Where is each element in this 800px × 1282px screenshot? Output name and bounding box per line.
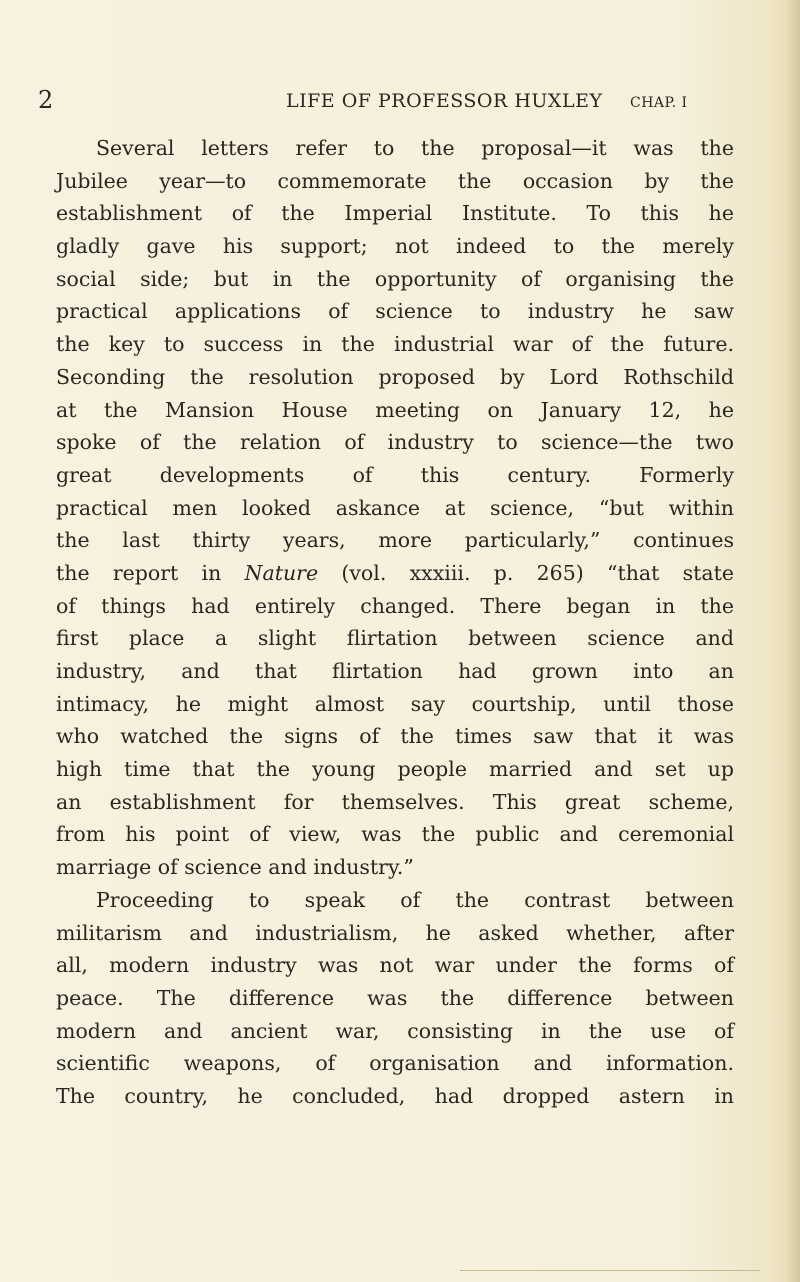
text-line: spoke of the relation of industry to science—the two [56, 430, 734, 455]
text-line: modern and ancient war, consisting in the use of [56, 1018, 734, 1043]
running-title: LIFE OF PROFESSOR HUXLEY [286, 90, 603, 112]
text-line: Jubilee year—to commemorate the occasion by the [56, 168, 734, 193]
text-line: establishment of the Imperial Institute. To this he [56, 201, 734, 226]
bottom-edge-line [460, 1270, 760, 1271]
text-line: from his point of view, was the public and ceremonial [56, 822, 734, 847]
text-line: the last thirty years, more particularly,” continues [56, 528, 734, 553]
text-line: militarism and industrialism, he asked whether, after [56, 920, 734, 945]
text-line: marriage of science and industry.” [56, 855, 414, 880]
page-number: 2 [38, 86, 54, 114]
text-line: Proceeding to speak of the contrast between [96, 887, 734, 912]
chapter-label: CHAP. I [630, 95, 688, 111]
page-edge-shadow [786, 0, 800, 1282]
text-line: practical applications of science to industry he saw [56, 299, 734, 324]
text-line: an establishment for themselves. This great scheme, [56, 789, 734, 814]
text-line: who watched the signs of the times saw that it was [56, 724, 734, 749]
text-line: great developments of this century. Formerly [56, 462, 734, 487]
text-line: industry, and that flirtation had grown into an [56, 659, 734, 683]
text-line: the key to success in the industrial war of the future. [56, 332, 734, 357]
text-line: intimacy, he might almost say courtship, until those [56, 691, 734, 716]
text-line: scientific weapons, of organisation and information. [56, 1051, 734, 1076]
text-line: social side; but in the opportunity of organising the [56, 266, 734, 291]
text-line: at the Mansion House meeting on January 12, he [56, 397, 734, 422]
running-header [0, 86, 800, 116]
text-line: gladly gave his support; not indeed to the merely [56, 234, 734, 259]
text-line: practical men looked askance at science, “but within [56, 495, 734, 520]
text-fragment: the report in [56, 560, 245, 585]
text-line: high time that the young people married and set up [56, 757, 734, 782]
text-line: first place a slight flirtation between science and [56, 626, 734, 651]
text-line: all, modern industry was not war under the forms of [56, 953, 734, 978]
italic-title-nature: Nature [244, 560, 319, 585]
text-line: peace. The difference was the difference between [56, 985, 734, 1010]
text-line: The country, he concluded, had dropped astern in [56, 1083, 734, 1108]
text-fragment: (vol. xxxiii. p. 265) “that state [318, 560, 734, 585]
text-line: Seconding the resolution proposed by Lord Rothschild [56, 364, 734, 389]
text-line-with-italic [56, 557, 734, 590]
text-line: Several letters refer to the proposal—it was the [96, 136, 734, 160]
text-line: of things had entirely changed. There began in the [56, 593, 734, 618]
body-text [56, 132, 734, 1113]
